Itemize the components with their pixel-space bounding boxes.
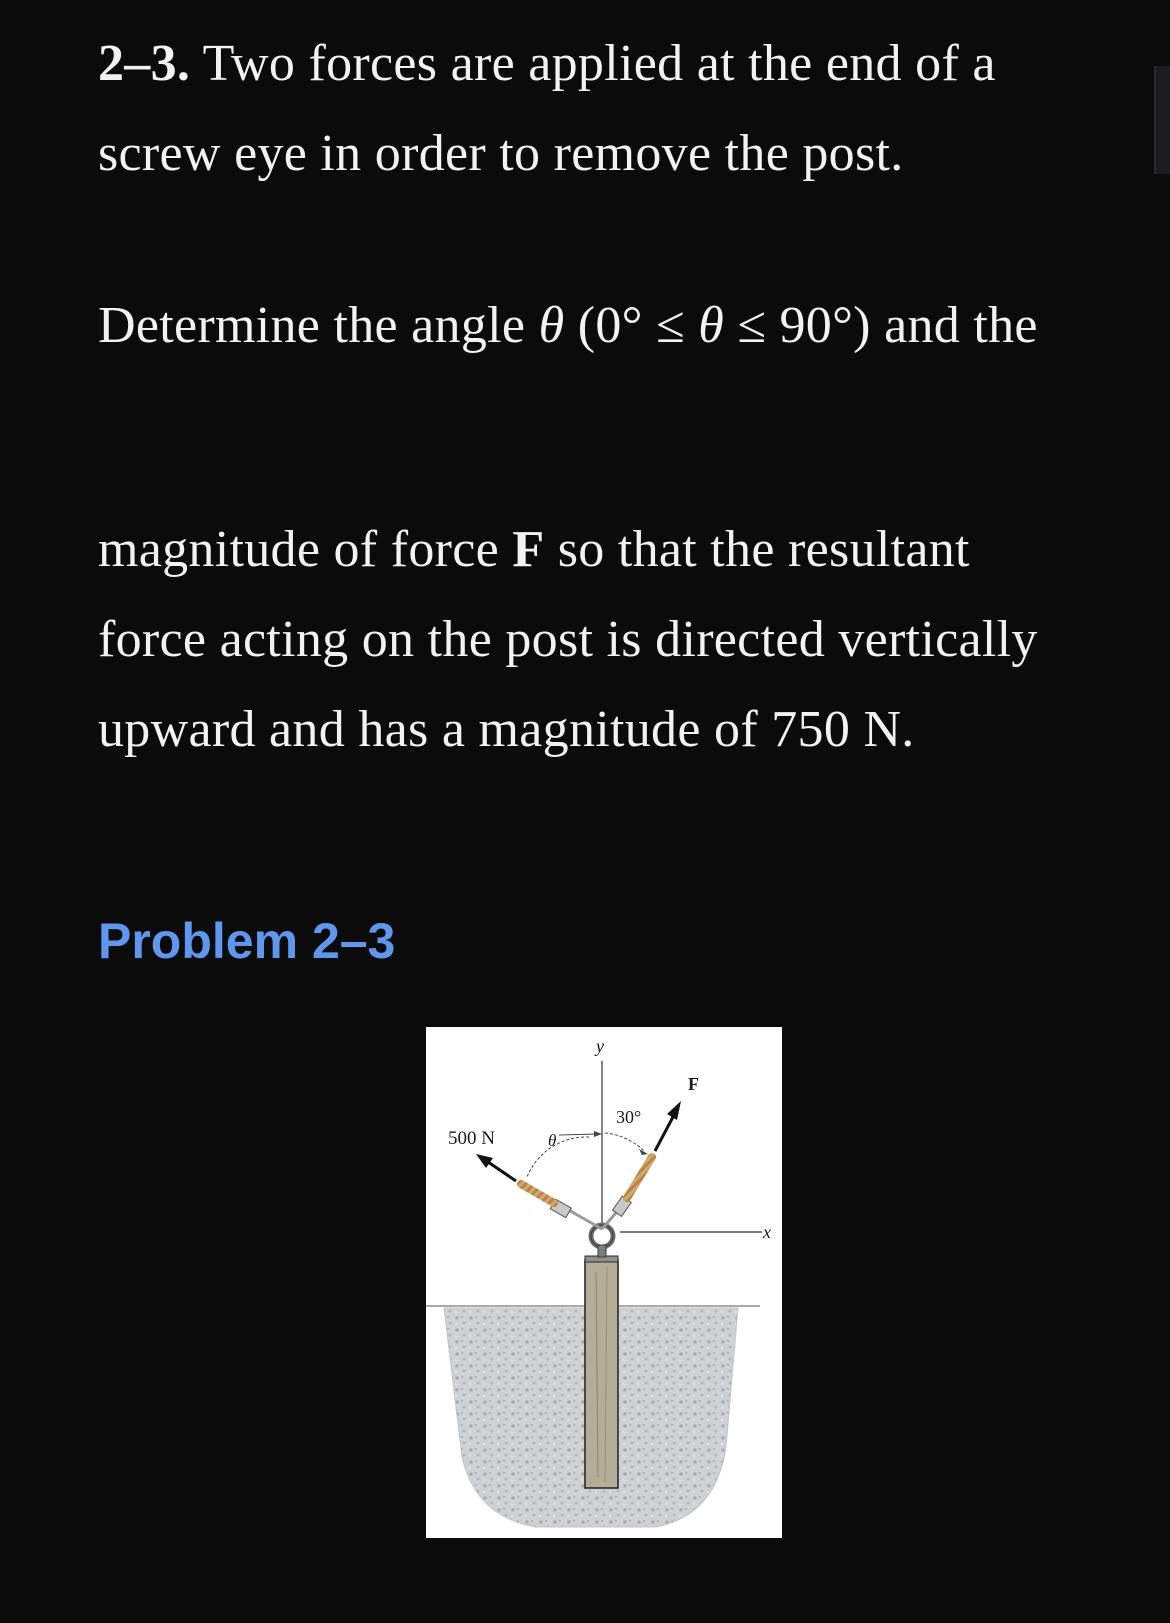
range-open: (0° ≤ bbox=[564, 297, 699, 354]
thirty-degree-arc bbox=[605, 1133, 644, 1151]
problem-line-1-text: Two forces are applied at the end of a bbox=[190, 35, 996, 92]
problem-line-6: upward and has a magnitude of 750 N. bbox=[98, 701, 915, 758]
left-cable bbox=[565, 1208, 602, 1229]
scrollbar[interactable] bbox=[1154, 66, 1170, 174]
problem-line-5: force acting on the post is directed vertically bbox=[98, 611, 1038, 668]
force-f-arrow bbox=[655, 1115, 674, 1151]
problem-line-2: screw eye in order to remove the post. bbox=[98, 125, 904, 182]
problem-line-4 bbox=[98, 520, 970, 580]
problem-line-4-tail: so that the resultant bbox=[544, 521, 970, 578]
theta-leader bbox=[559, 1134, 598, 1135]
theta-label: θ bbox=[548, 1131, 557, 1150]
force-f-arrowhead bbox=[667, 1101, 681, 1120]
force-500n-arrowhead bbox=[476, 1154, 493, 1168]
problem-line-4-text: magnitude of force bbox=[98, 521, 513, 578]
theta-symbol-2: θ bbox=[698, 297, 725, 354]
theta-arc bbox=[527, 1137, 589, 1177]
screw-shank bbox=[598, 1245, 606, 1257]
problem-line-1 bbox=[98, 34, 996, 94]
theta-symbol: θ bbox=[538, 297, 565, 354]
force-symbol: F bbox=[512, 521, 545, 578]
y-axis-label: y bbox=[596, 1036, 604, 1056]
figure-title: Problem 2–3 bbox=[98, 913, 396, 969]
force-f-label: F bbox=[688, 1074, 699, 1094]
problem-line-3-text: Determine the angle bbox=[98, 297, 539, 354]
left-rope bbox=[521, 1184, 554, 1203]
range-close: ≤ 90°) and the bbox=[724, 297, 1038, 354]
force-500n-label: 500 N bbox=[448, 1128, 495, 1149]
problem-line-3 bbox=[98, 296, 1038, 356]
x-axis-label: x bbox=[763, 1222, 771, 1242]
force-500n-arrow bbox=[488, 1162, 516, 1181]
thirty-degree-label: 30° bbox=[616, 1107, 642, 1127]
figure-svg bbox=[426, 1027, 782, 1538]
right-rope bbox=[627, 1157, 652, 1198]
problem-number: 2–3. bbox=[98, 35, 191, 92]
problem-figure bbox=[426, 1027, 782, 1538]
theta-arc-arrowhead bbox=[594, 1131, 602, 1137]
wooden-post bbox=[585, 1260, 618, 1488]
